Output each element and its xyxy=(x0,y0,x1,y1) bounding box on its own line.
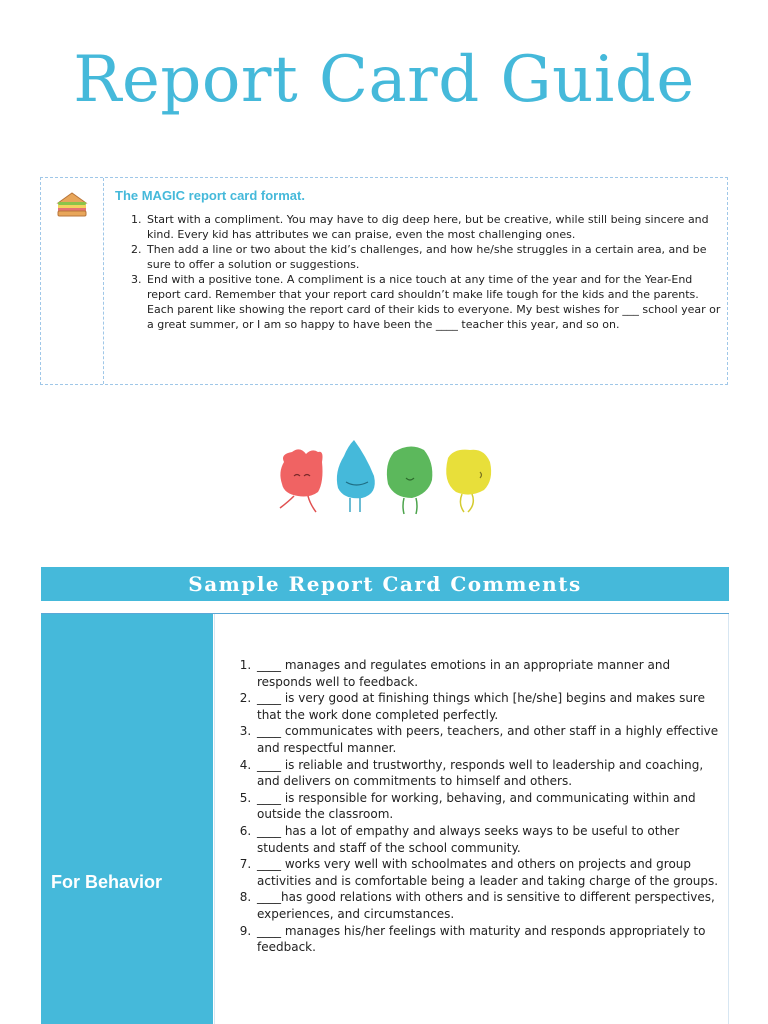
comment-item: 7. ____ works very well with schoolmates and others on projects and group activities and is comfortable being a leader and taking charge of the groups. xyxy=(255,856,721,889)
blue-blob-character xyxy=(337,440,375,512)
magic-item: 3. End with a positive tone. A compliment is a nice touch at any time of the year and for the Year-End report card. Remember that your report card shouldn’t make life tough for the kids and the parents. Each parent like showing the report card of their kids to everyone. My best wishes for ___ school year or a great summer, or I am so happy to have been the ____ teacher this year, and so on. xyxy=(145,272,721,332)
sample-comments-heading: Sample Report Card Comments xyxy=(41,567,729,601)
comment-item: 6. ____ has a lot of empathy and always seeks ways to be useful to other students and staff of the school community. xyxy=(255,823,721,856)
comment-item: 3. ____ communicates with peers, teachers, and other staff in a highly effective and respectful manner. xyxy=(255,723,721,756)
behavior-comments-list xyxy=(229,657,721,956)
magic-list xyxy=(115,212,721,332)
blob-characters-illustration xyxy=(270,432,500,522)
green-blob-character xyxy=(387,446,432,514)
magic-item: 1. Start with a compliment. You may have to dig deep here, but be creative, while still being sincere and kind. Every kid has attributes we can praise, even the most challenging ones. xyxy=(145,212,721,242)
box-divider xyxy=(103,178,104,384)
behavior-category-cell xyxy=(41,614,213,1024)
comment-item: 2. ____ is very good at finishing things which [he/she] begins and makes sure that the work done completed perfectly. xyxy=(255,690,721,723)
red-blob-character xyxy=(280,449,323,512)
comment-item: 5. ____ is responsible for working, behaving, and communicating within and outside the classroom. xyxy=(255,790,721,823)
yellow-blob-character xyxy=(446,450,491,512)
magic-format-box xyxy=(40,177,728,385)
comment-item: 9. ____ manages his/her feelings with maturity and responds appropriately to feedback. xyxy=(255,923,721,956)
sandwich-icon xyxy=(55,190,89,218)
comment-item: 8. ____has good relations with others and is sensitive to different perspectives, experiences, and circumstances. xyxy=(255,889,721,922)
comment-item: 4. ____ is reliable and trustworthy, responds well to leadership and coaching, and delivers on commitments to himself and others. xyxy=(255,757,721,790)
page-title: Report Card Guide xyxy=(73,43,695,117)
comment-item: 1. ____ manages and regulates emotions in an appropriate manner and responds well to feedback. xyxy=(255,657,721,690)
behavior-category-label: For Behavior xyxy=(51,872,163,892)
magic-item: 2. Then add a line or two about the kid’s challenges, and how he/she struggles in a certain area, and be sure to offer a solution or suggestions. xyxy=(145,242,721,272)
magic-heading: The MAGIC report card format. xyxy=(115,188,305,203)
